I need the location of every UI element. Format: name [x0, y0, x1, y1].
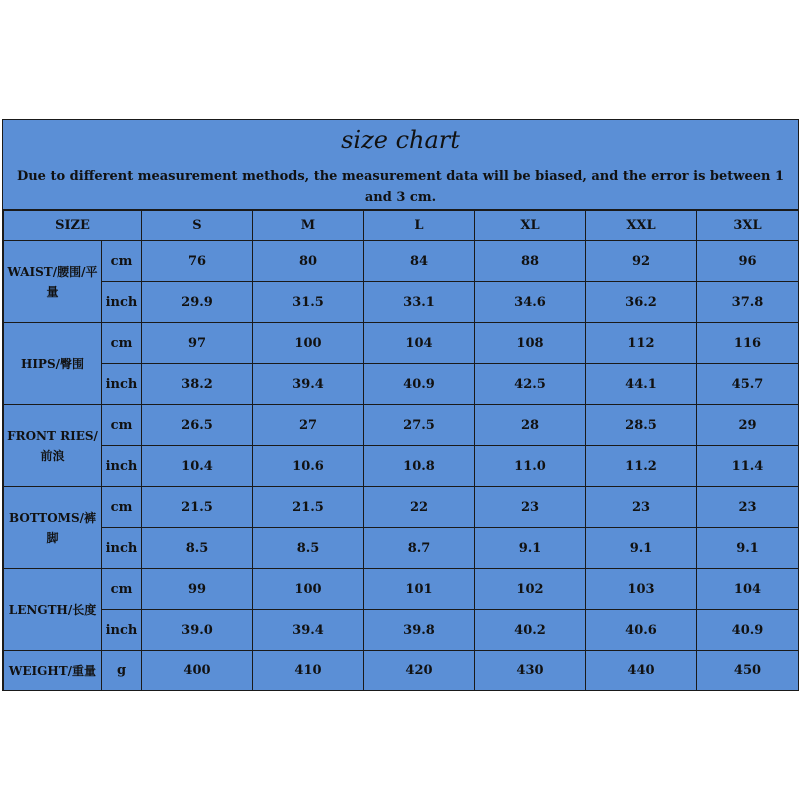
- unit-cell: inch: [102, 528, 142, 569]
- measurement-category: FRONT RIES/前浪: [4, 405, 102, 487]
- value-cell: 21.5: [142, 487, 253, 528]
- value-cell: 100: [253, 569, 364, 610]
- unit-cell: cm: [102, 323, 142, 364]
- value-cell: 9.1: [586, 528, 697, 569]
- measurement-category: BOTTOMS/裤脚: [4, 487, 102, 569]
- unit-cell: inch: [102, 364, 142, 405]
- value-cell: 88: [475, 241, 586, 282]
- value-cell: 76: [142, 241, 253, 282]
- unit-cell: cm: [102, 569, 142, 610]
- value-cell: 400: [142, 651, 253, 691]
- table-row: [4, 364, 799, 405]
- value-cell: 37.8: [697, 282, 799, 323]
- value-cell: 96: [697, 241, 799, 282]
- measurement-category: LENGTH/长度: [4, 569, 102, 651]
- size-header-cell: XXL: [586, 211, 697, 241]
- value-cell: 40.9: [364, 364, 475, 405]
- value-cell: 39.8: [364, 610, 475, 651]
- value-cell: 420: [364, 651, 475, 691]
- unit-cell: inch: [102, 610, 142, 651]
- size-header-cell: 3XL: [697, 211, 799, 241]
- measurement-category: HIPS/臀围: [4, 323, 102, 405]
- unit-cell: cm: [102, 241, 142, 282]
- table-row: [4, 241, 799, 282]
- value-cell: 23: [697, 487, 799, 528]
- value-cell: 36.2: [586, 282, 697, 323]
- value-cell: 42.5: [475, 364, 586, 405]
- value-cell: 8.5: [253, 528, 364, 569]
- value-cell: 10.6: [253, 446, 364, 487]
- value-cell: 29: [697, 405, 799, 446]
- unit-cell: cm: [102, 487, 142, 528]
- value-cell: 23: [475, 487, 586, 528]
- value-cell: 21.5: [253, 487, 364, 528]
- value-cell: 8.5: [142, 528, 253, 569]
- value-cell: 410: [253, 651, 364, 691]
- value-cell: 11.0: [475, 446, 586, 487]
- unit-cell: cm: [102, 405, 142, 446]
- value-cell: 45.7: [697, 364, 799, 405]
- value-cell: 112: [586, 323, 697, 364]
- measurement-note: Due to different measurement methods, the measurement data will be biased, and the error is between 1 and 3 cm.: [3, 160, 798, 210]
- value-cell: 38.2: [142, 364, 253, 405]
- value-cell: 102: [475, 569, 586, 610]
- value-cell: 40.6: [586, 610, 697, 651]
- size-header-cell: S: [142, 211, 253, 241]
- value-cell: 11.4: [697, 446, 799, 487]
- value-cell: 84: [364, 241, 475, 282]
- value-cell: 108: [475, 323, 586, 364]
- value-cell: 31.5: [253, 282, 364, 323]
- table-row: [4, 282, 799, 323]
- table-row: [4, 569, 799, 610]
- value-cell: 104: [697, 569, 799, 610]
- value-cell: 80: [253, 241, 364, 282]
- value-cell: 9.1: [475, 528, 586, 569]
- value-cell: 27: [253, 405, 364, 446]
- value-cell: 101: [364, 569, 475, 610]
- table-row: [4, 323, 799, 364]
- value-cell: 40.9: [697, 610, 799, 651]
- unit-cell: inch: [102, 282, 142, 323]
- value-cell: 116: [697, 323, 799, 364]
- value-cell: 39.4: [253, 364, 364, 405]
- measurement-category: WEIGHT/重量: [4, 651, 102, 691]
- measurement-category: WAIST/腰围/平量: [4, 241, 102, 323]
- value-cell: 44.1: [586, 364, 697, 405]
- value-cell: 29.9: [142, 282, 253, 323]
- unit-cell: inch: [102, 446, 142, 487]
- value-cell: 11.2: [586, 446, 697, 487]
- value-cell: 10.8: [364, 446, 475, 487]
- table-row: [4, 610, 799, 651]
- value-cell: 28.5: [586, 405, 697, 446]
- value-cell: 103: [586, 569, 697, 610]
- value-cell: 97: [142, 323, 253, 364]
- header-row: [4, 211, 799, 241]
- table-row: [4, 528, 799, 569]
- value-cell: 40.2: [475, 610, 586, 651]
- value-cell: 104: [364, 323, 475, 364]
- value-cell: 33.1: [364, 282, 475, 323]
- value-cell: 450: [697, 651, 799, 691]
- chart-title: size chart: [341, 126, 460, 154]
- table-row: [4, 651, 799, 691]
- value-cell: 26.5: [142, 405, 253, 446]
- size-table: [3, 210, 799, 691]
- value-cell: 440: [586, 651, 697, 691]
- value-cell: 39.4: [253, 610, 364, 651]
- size-header-cell: M: [253, 211, 364, 241]
- table-row: [4, 446, 799, 487]
- value-cell: 22: [364, 487, 475, 528]
- value-cell: 39.0: [142, 610, 253, 651]
- value-cell: 34.6: [475, 282, 586, 323]
- value-cell: 8.7: [364, 528, 475, 569]
- unit-cell: g: [102, 651, 142, 691]
- value-cell: 99: [142, 569, 253, 610]
- size-header-label: SIZE: [4, 211, 142, 241]
- table-row: [4, 405, 799, 446]
- table-row: [4, 487, 799, 528]
- value-cell: 27.5: [364, 405, 475, 446]
- value-cell: 92: [586, 241, 697, 282]
- value-cell: 10.4: [142, 446, 253, 487]
- value-cell: 9.1: [697, 528, 799, 569]
- size-chart: [2, 119, 799, 691]
- value-cell: 430: [475, 651, 586, 691]
- size-header-cell: XL: [475, 211, 586, 241]
- size-header-cell: L: [364, 211, 475, 241]
- value-cell: 23: [586, 487, 697, 528]
- value-cell: 100: [253, 323, 364, 364]
- value-cell: 28: [475, 405, 586, 446]
